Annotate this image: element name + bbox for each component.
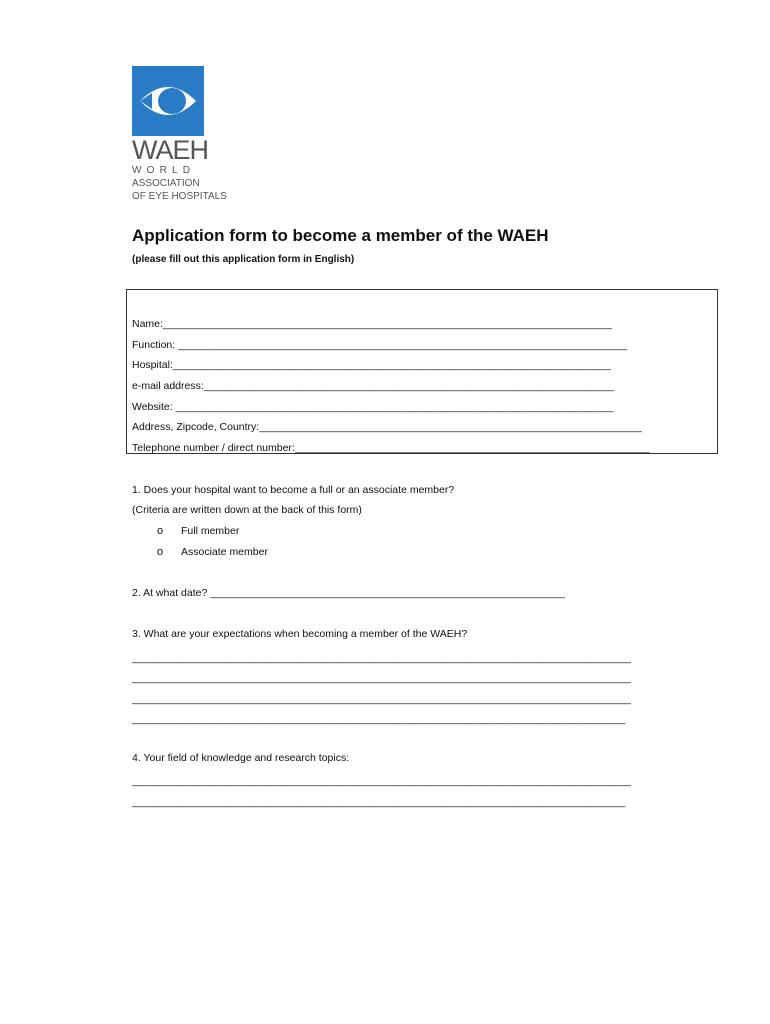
logo-acronym: WAEH	[132, 135, 208, 165]
website-field[interactable]	[132, 400, 613, 414]
question-3: 3. What are your expectations when becoming a member of the WAEH?	[132, 628, 468, 640]
logo-line-eye-hospitals: OF EYE HOSPITALS	[132, 191, 227, 202]
field-blank[interactable]: ________________________________________________________________	[294, 442, 650, 454]
field-label: Name:	[132, 318, 163, 330]
logo-line-world: WORLD	[132, 165, 196, 176]
name-field[interactable]	[132, 317, 612, 331]
answer-line[interactable]: __________________________________________________________________________________________	[132, 672, 631, 684]
page-subtitle: (please fill out this application form in English)	[132, 254, 355, 265]
field-blank[interactable]: _______________________________________________________________________________	[175, 401, 614, 413]
field-blank[interactable]: _______________________________________________________________________________	[172, 359, 611, 371]
field-label: Telephone number / direct number:	[132, 442, 295, 454]
field-label: Website:	[132, 401, 176, 413]
full-member-label: Full member	[181, 525, 240, 537]
waeh-logo	[132, 66, 227, 203]
question-1-note: (Criteria are written down at the back of this form)	[132, 504, 362, 516]
answer-line[interactable]: _________________________________________________________________________________________	[132, 796, 626, 808]
answer-line[interactable]: __________________________________________________________________________________________	[132, 652, 631, 664]
field-blank[interactable]: _________________________________________________________________________________	[178, 339, 627, 351]
associate-member-label: Associate member	[181, 546, 268, 558]
field-blank[interactable]: __________________________________________________________________________	[203, 380, 614, 392]
logo-line-association: ASSOCIATION	[132, 178, 200, 189]
eye-logo-icon	[132, 66, 204, 136]
telephone-field[interactable]	[132, 441, 649, 455]
field-label: Hospital:	[132, 359, 173, 371]
full-member-radio[interactable]: o	[157, 525, 164, 537]
page-title: Application form to become a member of the WAEH	[132, 226, 549, 245]
field-label: e-mail address:	[132, 380, 204, 392]
date-blank[interactable]: ________________________________________________________________	[210, 587, 565, 599]
field-label: Function:	[132, 339, 179, 351]
associate-member-radio[interactable]: o	[157, 546, 164, 558]
answer-line[interactable]: __________________________________________________________________________________________	[132, 775, 631, 787]
answer-line[interactable]: _________________________________________________________________________________________	[132, 713, 626, 725]
question-2-label: 2. At what date?	[132, 587, 211, 599]
address-field[interactable]	[132, 420, 641, 434]
question-2[interactable]	[132, 586, 565, 600]
email-field[interactable]	[132, 379, 614, 393]
field-blank[interactable]: _____________________________________________________________________	[259, 421, 642, 433]
answer-line[interactable]: __________________________________________________________________________________________	[132, 693, 631, 705]
question-4: 4. Your field of knowledge and research topics:	[132, 752, 350, 764]
field-label: Address, Zipcode, Country:	[132, 421, 260, 433]
field-blank[interactable]: _________________________________________________________________________________	[162, 318, 612, 330]
hospital-field[interactable]	[132, 358, 611, 372]
question-1: 1. Does your hospital want to become a full or an associate member?	[132, 484, 455, 496]
function-field[interactable]	[132, 338, 627, 352]
